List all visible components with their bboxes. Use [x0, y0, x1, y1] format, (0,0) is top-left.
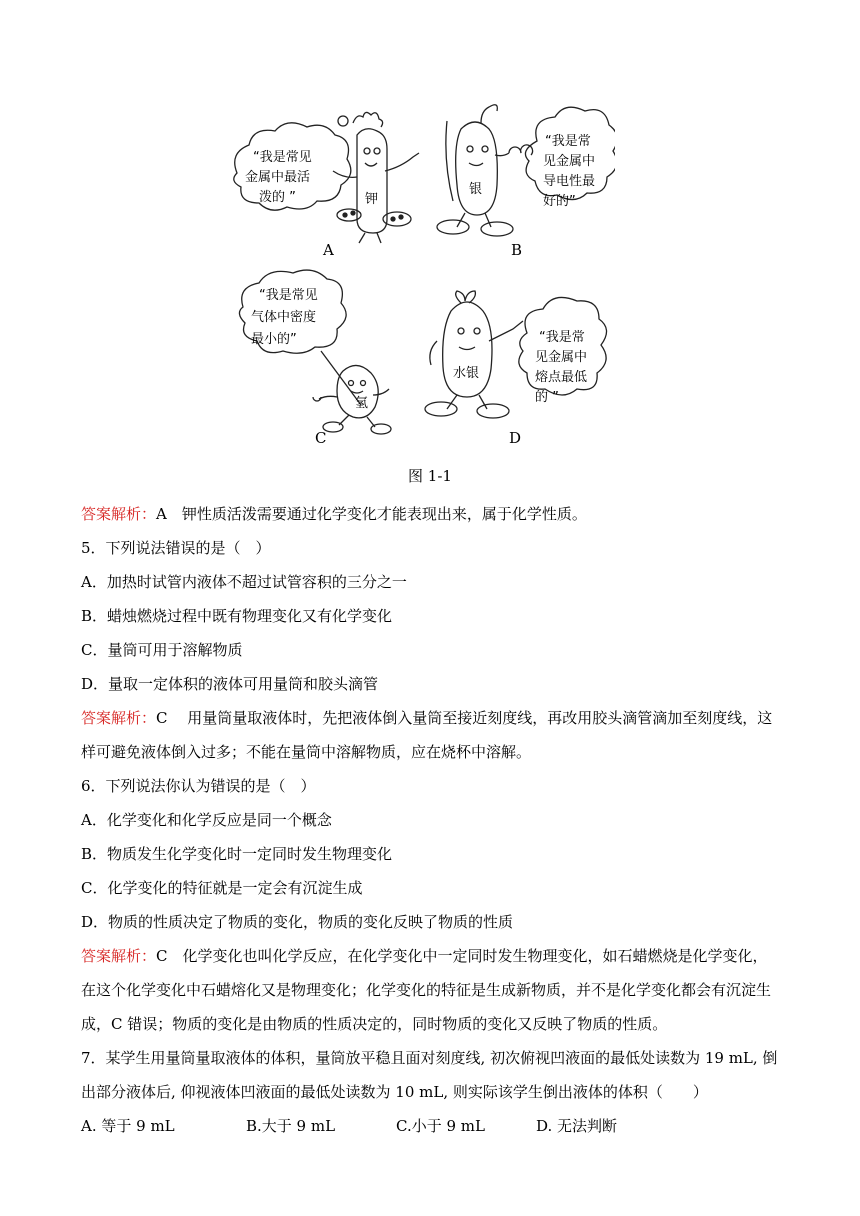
panel-letter-c: C — [315, 429, 327, 447]
q7-option-b: B.大于 9 mL — [246, 1117, 336, 1135]
q4-answer — [81, 503, 587, 524]
bubble-d-line-3: 熔点最低 — [535, 370, 588, 385]
bubble-c-line-1: “我是常见 — [259, 288, 318, 303]
answer-text: C 用量筒量取液体时，先把液体倒入量筒至接近刻度线，再改用胶头滴管滴加至刻度线，这 — [156, 709, 773, 727]
bubble-d-line-1: “我是常 — [539, 330, 585, 345]
figure-1-1 — [225, 95, 615, 455]
q7-option-c: C.小于 9 mL — [396, 1117, 485, 1135]
bubble-a-line-1: “我是常见 — [253, 150, 312, 165]
q6-option-a: A．化学变化和化学反应是同一个概念 — [81, 811, 332, 829]
element-label-a: 钾 — [365, 192, 379, 207]
panel-letter-a: A — [323, 241, 334, 259]
bubble-b-line-1: “我是常 — [545, 134, 591, 149]
q6-option-c: C．化学变化的特征就是一定会有沉淀生成 — [81, 879, 363, 897]
q6-answer-line-2: 在这个化学变化中石蜡熔化又是物理变化；化学变化的特征是生成新物质，并不是化学变化都会有沉淀生 — [81, 981, 772, 999]
bubble-b-line-4: 好的” — [543, 194, 576, 209]
q6-answer-line-1 — [81, 945, 768, 966]
panel-letter-b: B — [511, 241, 523, 259]
element-label-d: 水银 — [453, 366, 480, 381]
q6-option-d: D．物质的性质决定了物质的变化，物质的变化反映了物质的性质 — [81, 913, 514, 931]
cartoon-illustration — [225, 95, 615, 455]
q5-stem: 5．下列说法错误的是（ ） — [81, 539, 271, 557]
bubble-d-line-4: 的 ” — [535, 390, 559, 405]
bubble-c-line-3: 最小的” — [251, 332, 297, 347]
q5-option-c: C．量筒可用于溶解物质 — [81, 641, 243, 659]
q6-option-b: B．物质发生化学变化时一定同时发生物理变化 — [81, 845, 393, 863]
panel-letter-d: D — [509, 429, 522, 447]
q6-stem: 6．下列说法你认为错误的是（ ） — [81, 777, 316, 795]
answer-label: 答案解析： — [81, 505, 157, 523]
character-mercury — [425, 291, 523, 418]
bubble-a-line-2: 金属中最活 — [245, 170, 311, 185]
q5-answer-line-2: 样可避免液体倒入过多；不能在量筒中溶解物质，应在烧杯中溶解。 — [81, 743, 532, 761]
q7-options — [81, 1115, 617, 1136]
answer-label: 答案解析： — [81, 709, 157, 727]
element-label-c: 氢 — [355, 396, 369, 411]
answer-text: C 化学变化也叫化学反应，在化学变化中一定同时发生物理变化，如石蜡燃烧是化学变化， — [156, 947, 768, 965]
q7-option-d: D. 无法判断 — [536, 1117, 618, 1135]
q5-option-b: B．蜡烛燃烧过程中既有物理变化又有化学变化 — [81, 607, 393, 625]
bubble-b-line-3: 导电性最 — [543, 174, 596, 189]
q7-option-a: A. 等于 9 mL — [81, 1117, 175, 1135]
figure-caption: 图 1-1 — [408, 467, 452, 485]
bubble-b-line-2: 见金属中 — [543, 154, 596, 169]
q7-stem-line-1: 7．某学生用量筒量取液体的体积，量筒放平稳且面对刻度线, 初次俯视凹液面的最低处读数为 19 mL, 倒 — [81, 1049, 778, 1067]
q7-stem-line-2: 出部分液体后, 仰视液体凹液面的最低处读数为 10 mL, 则实际该学生倒出液体的体积（ ） — [81, 1083, 708, 1101]
q5-answer-line-1 — [81, 707, 772, 728]
character-potassium — [333, 112, 419, 243]
answer-text: A 钾性质活泼需要通过化学变化才能表现出来，属于化学性质。 — [156, 505, 587, 523]
character-silver — [437, 105, 533, 236]
q6-answer-line-3: 成，C 错误；物质的变化是由物质的性质决定的，同时物质的变化又反映了物质的性质。 — [81, 1015, 668, 1033]
element-label-b: 银 — [469, 182, 483, 197]
q5-option-a: A．加热时试管内液体不超过试管容积的三分之一 — [81, 573, 407, 591]
bubble-a-line-3: 泼的 ” — [259, 190, 296, 205]
q5-option-d: D．量取一定体积的液体可用量筒和胶头滴管 — [81, 675, 379, 693]
character-hydrogen — [313, 365, 391, 434]
answer-label: 答案解析： — [81, 947, 157, 965]
bubble-c-line-2: 气体中密度 — [251, 310, 317, 325]
bubble-d-line-2: 见金属中 — [535, 350, 588, 365]
